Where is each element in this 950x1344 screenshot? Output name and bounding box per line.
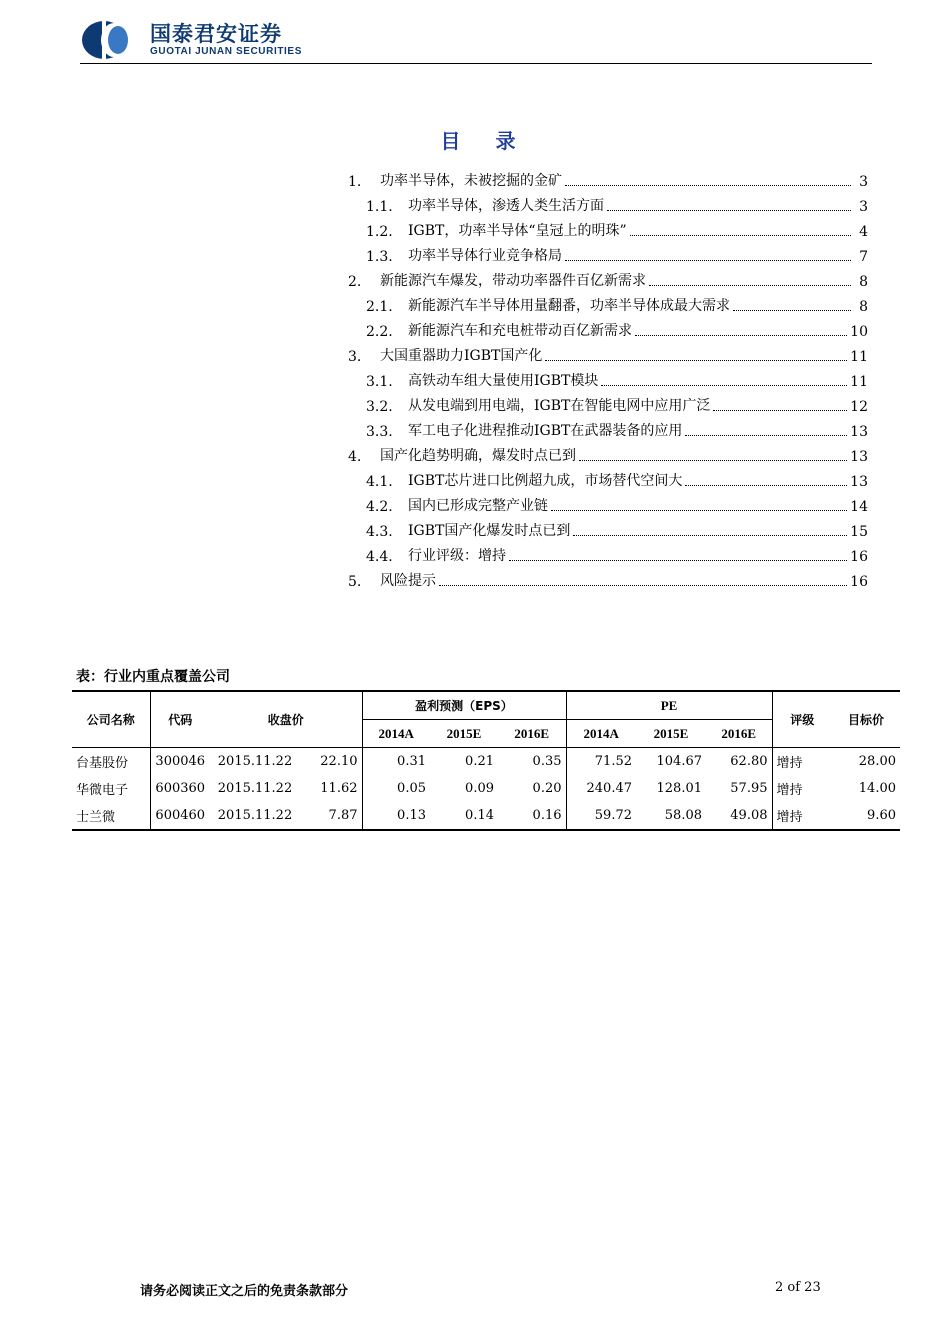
toc-entry-page: 14 [850, 499, 868, 515]
brand-name-en: GUOTAI JUNAN SECURITIES [150, 46, 302, 57]
toc-entry-number: 2.2. [366, 324, 393, 340]
eps-2016e: 0.20 [498, 775, 566, 802]
toc-entry-title: 国内已形成完整产业链 [408, 498, 548, 514]
pe-2014a: 59.72 [566, 802, 636, 830]
company-name: 华微电子 [72, 775, 150, 802]
toc-entry-number: 1.2. [366, 224, 393, 240]
close-price: 7.87 [300, 802, 362, 830]
header-eps-year: 2016E [498, 720, 566, 748]
toc-entry-title: 军工电子化进程推动IGBT在武器装备的应用 [408, 423, 683, 439]
toc-entry-number: 3.2. [366, 399, 393, 415]
target-price: 9.60 [832, 802, 900, 830]
eps-2016e: 0.35 [498, 748, 566, 776]
toc-leader-dots [713, 410, 847, 411]
toc-leader-dots [579, 460, 847, 461]
close-price: 11.62 [300, 775, 362, 802]
eps-2015e: 0.09 [465, 781, 494, 796]
price-date: 2015.11.22 [210, 802, 300, 830]
toc-entry-title: 风险提示 [380, 573, 436, 589]
table-of-contents [348, 165, 868, 590]
toc-entry-number: 4.3. [366, 524, 393, 540]
toc-entry-title: 新能源汽车爆发，带动功率器件百亿新需求 [380, 273, 646, 289]
toc-entry-number: 1. [348, 174, 362, 190]
toc-entry-title: 新能源汽车和充电桩带动百亿新需求 [408, 323, 632, 339]
header-rating: 评级 [772, 691, 832, 748]
toc-entry-page: 10 [850, 324, 868, 340]
rating: 增持 [772, 802, 832, 830]
rating: 增持 [772, 748, 832, 776]
toc-entry[interactable] [348, 415, 868, 440]
price-date: 2015.11.22 [210, 748, 300, 776]
header-pe-year: 2014A [583, 725, 619, 741]
toc-entry-page: 11 [850, 374, 868, 390]
toc-entry-page: 12 [850, 399, 868, 415]
brand-name-cn: 国泰君安证券 [150, 22, 282, 46]
toc-entry-title: 新能源汽车半导体用量翻番，功率半导体成最大需求 [408, 298, 730, 314]
pe-2016e: 49.08 [706, 802, 772, 830]
toc-entry-page: 15 [850, 524, 868, 540]
toc-entry-number: 4.2. [366, 499, 393, 515]
company-logo-icon [80, 20, 138, 60]
toc-entry[interactable] [348, 315, 868, 340]
toc-entry[interactable] [348, 365, 868, 390]
pe-2016e: 57.95 [706, 775, 772, 802]
stock-code: 600460 [150, 802, 210, 830]
toc-leader-dots [733, 310, 851, 311]
toc-entry[interactable] [348, 490, 868, 515]
toc-entry-page: 8 [859, 274, 868, 290]
toc-leader-dots [685, 485, 847, 486]
toc-leader-dots [630, 235, 851, 236]
pe-2016e: 62.80 [706, 748, 772, 776]
toc-entry[interactable] [348, 440, 868, 465]
header-eps-year: 2014A [378, 725, 414, 741]
header-company: 公司名称 [72, 691, 150, 748]
stock-code: 300046 [150, 748, 210, 776]
page-number: 2 of 23 [775, 1280, 821, 1295]
toc-entry[interactable] [348, 465, 868, 490]
toc-entry-number: 3. [348, 349, 362, 365]
eps-2014a: 0.13 [362, 802, 430, 830]
toc-entry-title: 行业评级：增持 [408, 548, 506, 564]
toc-entry-title: IGBT国产化爆发时点已到 [408, 523, 571, 539]
toc-leader-dots [607, 210, 851, 211]
toc-entry[interactable] [348, 540, 868, 565]
close-price: 22.10 [300, 748, 362, 776]
table-row [72, 802, 900, 830]
toc-entry[interactable] [348, 565, 868, 590]
toc-entry-page: 13 [850, 449, 868, 465]
toc-leader-dots [685, 435, 847, 436]
toc-entry[interactable] [348, 390, 868, 415]
toc-entry[interactable] [348, 340, 868, 365]
stock-code: 600360 [155, 781, 206, 796]
toc-entry-title: 国产化趋势明确，爆发时点已到 [380, 448, 576, 464]
toc-entry-number: 3.3. [366, 424, 393, 440]
pe-2014a: 240.47 [586, 781, 632, 796]
toc-entry-number: 4.1. [366, 474, 393, 490]
toc-leader-dots [545, 360, 847, 361]
target-price: 14.00 [858, 781, 896, 796]
toc-entry-page: 8 [859, 299, 868, 315]
pe-2015e: 58.08 [636, 802, 706, 830]
toc-leader-dots [439, 585, 847, 586]
toc-entry-title: IGBT芯片进口比例超九成，市场替代空间大 [408, 473, 683, 489]
toc-entry[interactable] [348, 290, 868, 315]
coverage-table [72, 690, 900, 831]
toc-leader-dots [551, 510, 847, 511]
toc-leader-dots [635, 335, 847, 336]
eps-2014a: 0.31 [362, 748, 430, 776]
pe-2015e: 128.01 [656, 781, 702, 796]
pe-2015e: 104.67 [636, 748, 706, 776]
header-pe-year: 2015E [653, 725, 689, 741]
toc-leader-dots [565, 260, 851, 261]
eps-2014a: 0.05 [397, 781, 426, 796]
toc-entry[interactable] [348, 265, 868, 290]
toc-entry-page: 13 [850, 424, 868, 440]
toc-entry[interactable] [348, 215, 868, 240]
toc-entry-page: 13 [850, 474, 868, 490]
eps-2016e: 0.16 [498, 802, 566, 830]
eps-2015e: 0.14 [430, 802, 498, 830]
table-row [72, 775, 900, 802]
table-row [72, 748, 900, 776]
toc-leader-dots [601, 385, 847, 386]
toc-leader-dots [573, 535, 847, 536]
toc-entry-number: 2.1. [366, 299, 393, 315]
header-code: 代码 [150, 691, 210, 748]
toc-entry-title: IGBT，功率半导体“皇冠上的明珠” [408, 223, 627, 239]
company-name: 台基股份 [72, 748, 150, 776]
toc-leader-dots [509, 560, 847, 561]
eps-2015e: 0.21 [430, 748, 498, 776]
toc-entry-title: 功率半导体，未被挖掘的金矿 [380, 173, 562, 189]
pe-2014a: 71.52 [566, 748, 636, 776]
toc-entry-number: 1.3. [366, 249, 393, 265]
toc-entry-page: 7 [859, 249, 868, 265]
toc-leader-dots [565, 185, 851, 186]
price-date: 2015.11.22 [217, 781, 293, 796]
header-divider [80, 63, 872, 64]
toc-entry-page: 16 [850, 574, 868, 590]
toc-entry-number: 5. [348, 574, 362, 590]
header-close: 收盘价 [210, 691, 362, 748]
toc-entry-number: 4. [348, 449, 362, 465]
toc-entry-page: 11 [850, 349, 868, 365]
toc-leader-dots [649, 285, 851, 286]
toc-entry[interactable] [348, 165, 868, 190]
page-header [0, 0, 950, 70]
header-pe-year: 2016E [706, 720, 772, 748]
toc-entry-title: 高铁动车组大量使用IGBT模块 [408, 373, 599, 389]
company-name: 士兰微 [72, 802, 150, 830]
toc-entry-page: 3 [859, 174, 868, 190]
toc-entry-number: 2. [348, 274, 362, 290]
toc-entry[interactable] [348, 240, 868, 265]
toc-entry[interactable] [348, 190, 868, 215]
header-pe-group: PE [566, 691, 772, 720]
toc-entry-page: 16 [850, 549, 868, 565]
header-eps-year: 2015E [446, 725, 482, 741]
footer-disclaimer: 请务必阅读正文之后的免责条款部分 [140, 1284, 349, 1299]
toc-entry-page: 3 [859, 199, 868, 215]
target-price: 28.00 [832, 748, 900, 776]
toc-entry-title: 功率半导体，渗透人类生活方面 [408, 198, 604, 214]
toc-entry-title: 从发电端到用电端，IGBT在智能电网中应用广泛 [408, 398, 711, 414]
rating: 增持 [776, 783, 803, 798]
toc-title: 目 录 [440, 129, 530, 153]
toc-entry[interactable] [348, 515, 868, 540]
toc-entry-page: 4 [859, 224, 868, 240]
header-target: 目标价 [832, 691, 900, 748]
toc-entry-number: 4.4. [366, 549, 393, 565]
table-caption: 表：行业内重点覆盖公司 [76, 669, 230, 685]
toc-entry-title: 功率半导体行业竞争格局 [408, 248, 562, 264]
toc-entry-number: 3.1. [366, 374, 393, 390]
toc-entry-title: 大国重器助力IGBT国产化 [380, 348, 543, 364]
toc-entry-number: 1.1. [366, 199, 393, 215]
header-eps-group: 盈利预测（EPS） [362, 691, 566, 720]
